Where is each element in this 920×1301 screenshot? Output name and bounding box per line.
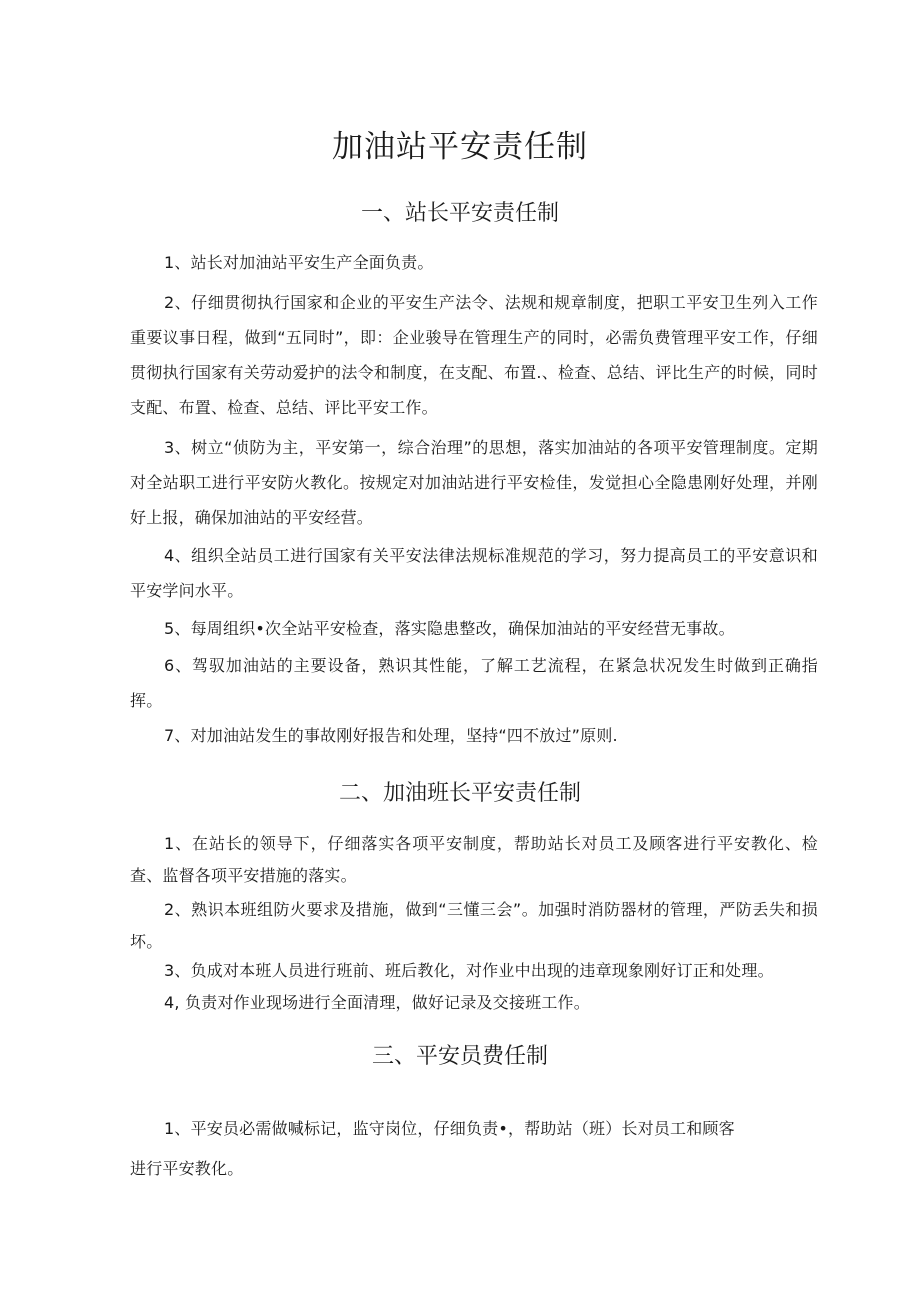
paragraph-1-1: 1、站长对加油站平安生产全面负责。	[164, 253, 434, 272]
paragraph-2-2: 2、熟识本班组防火要求及措施，做到“三懂三会”。加强时消防器材的管理，严防丢失和损坏。	[130, 900, 818, 951]
paragraph-1-6: 6、驾驭加油站的主要设备，熟识其性能，了解工艺流程，在紧急状况发生时做到正确指挥。	[130, 656, 818, 710]
section-heading-safety-officer: 三、平安员费任制	[371, 1044, 548, 1069]
section-heading-shift-leader: 二、加油班长平安责任制	[338, 781, 581, 806]
paragraph-1-5: 5、每周组织•次全站平安检查，落实隐患整改，确保加油站的平安经营无事故。	[164, 619, 735, 638]
paragraph-3-1: 1、平安员必需做喊标记，监守岗位，仔细负责•，帮助站（班）长对员工和顾客	[164, 1119, 735, 1138]
paragraph-1-4: 4、组织全站员工进行国家有关平安法律法规标准规范的学习，努力提高员工的平安意识和平安学问水平。	[130, 546, 818, 600]
paragraph-3-1-continued: 进行平安教化。	[130, 1159, 244, 1178]
paragraph-2-3: 3、负成对本班人员进行班前、班后教化，对作业中出现的违章现象刚好订正和处理。	[164, 961, 774, 980]
paragraph-2-4: 4, 负责对作业现场进行全面清理，做好记录及交接班工作。	[164, 993, 590, 1012]
paragraph-1-2: 2、仔细贯彻执行国家和企业的平安生产法令、法规和规章制度，把职工平安卫生列入工作重要议事日程，做到“五同时”，即：企业骏导在管理生产的同时，必需负费管理平安工作，仔细贯彻执行国家有关劳动爱护的法令和制度，在支配、布置.、检查、总结、评比生产的时候，同时支配、布置、检查、总结、评比平安工作。	[130, 293, 818, 417]
document-title: 加油站平安责任制	[332, 129, 588, 165]
paragraph-2-1: 1、在站长的领导下，仔细落实各项平安制度，帮助站长对员工及顾客进行平安教化、检查、监督各项平安措施的落实。	[130, 834, 818, 885]
section-heading-station-manager: 一、站长平安责任制	[360, 201, 559, 226]
paragraph-1-7: 7、对加油站发生的事故刚好报告和处理，坚持“四不放过”原则.	[164, 726, 618, 745]
paragraph-1-3: 3、树立“侦防为主，平安第一，综合治理”的思想，落实加油站的各项平安管理制度。定期对全站职工进行平安防火教化。按规定对加油站进行平安检佳，发觉担心全隐患刚好处理，并刚好上报，确保加油站的平安经营。	[130, 438, 818, 527]
